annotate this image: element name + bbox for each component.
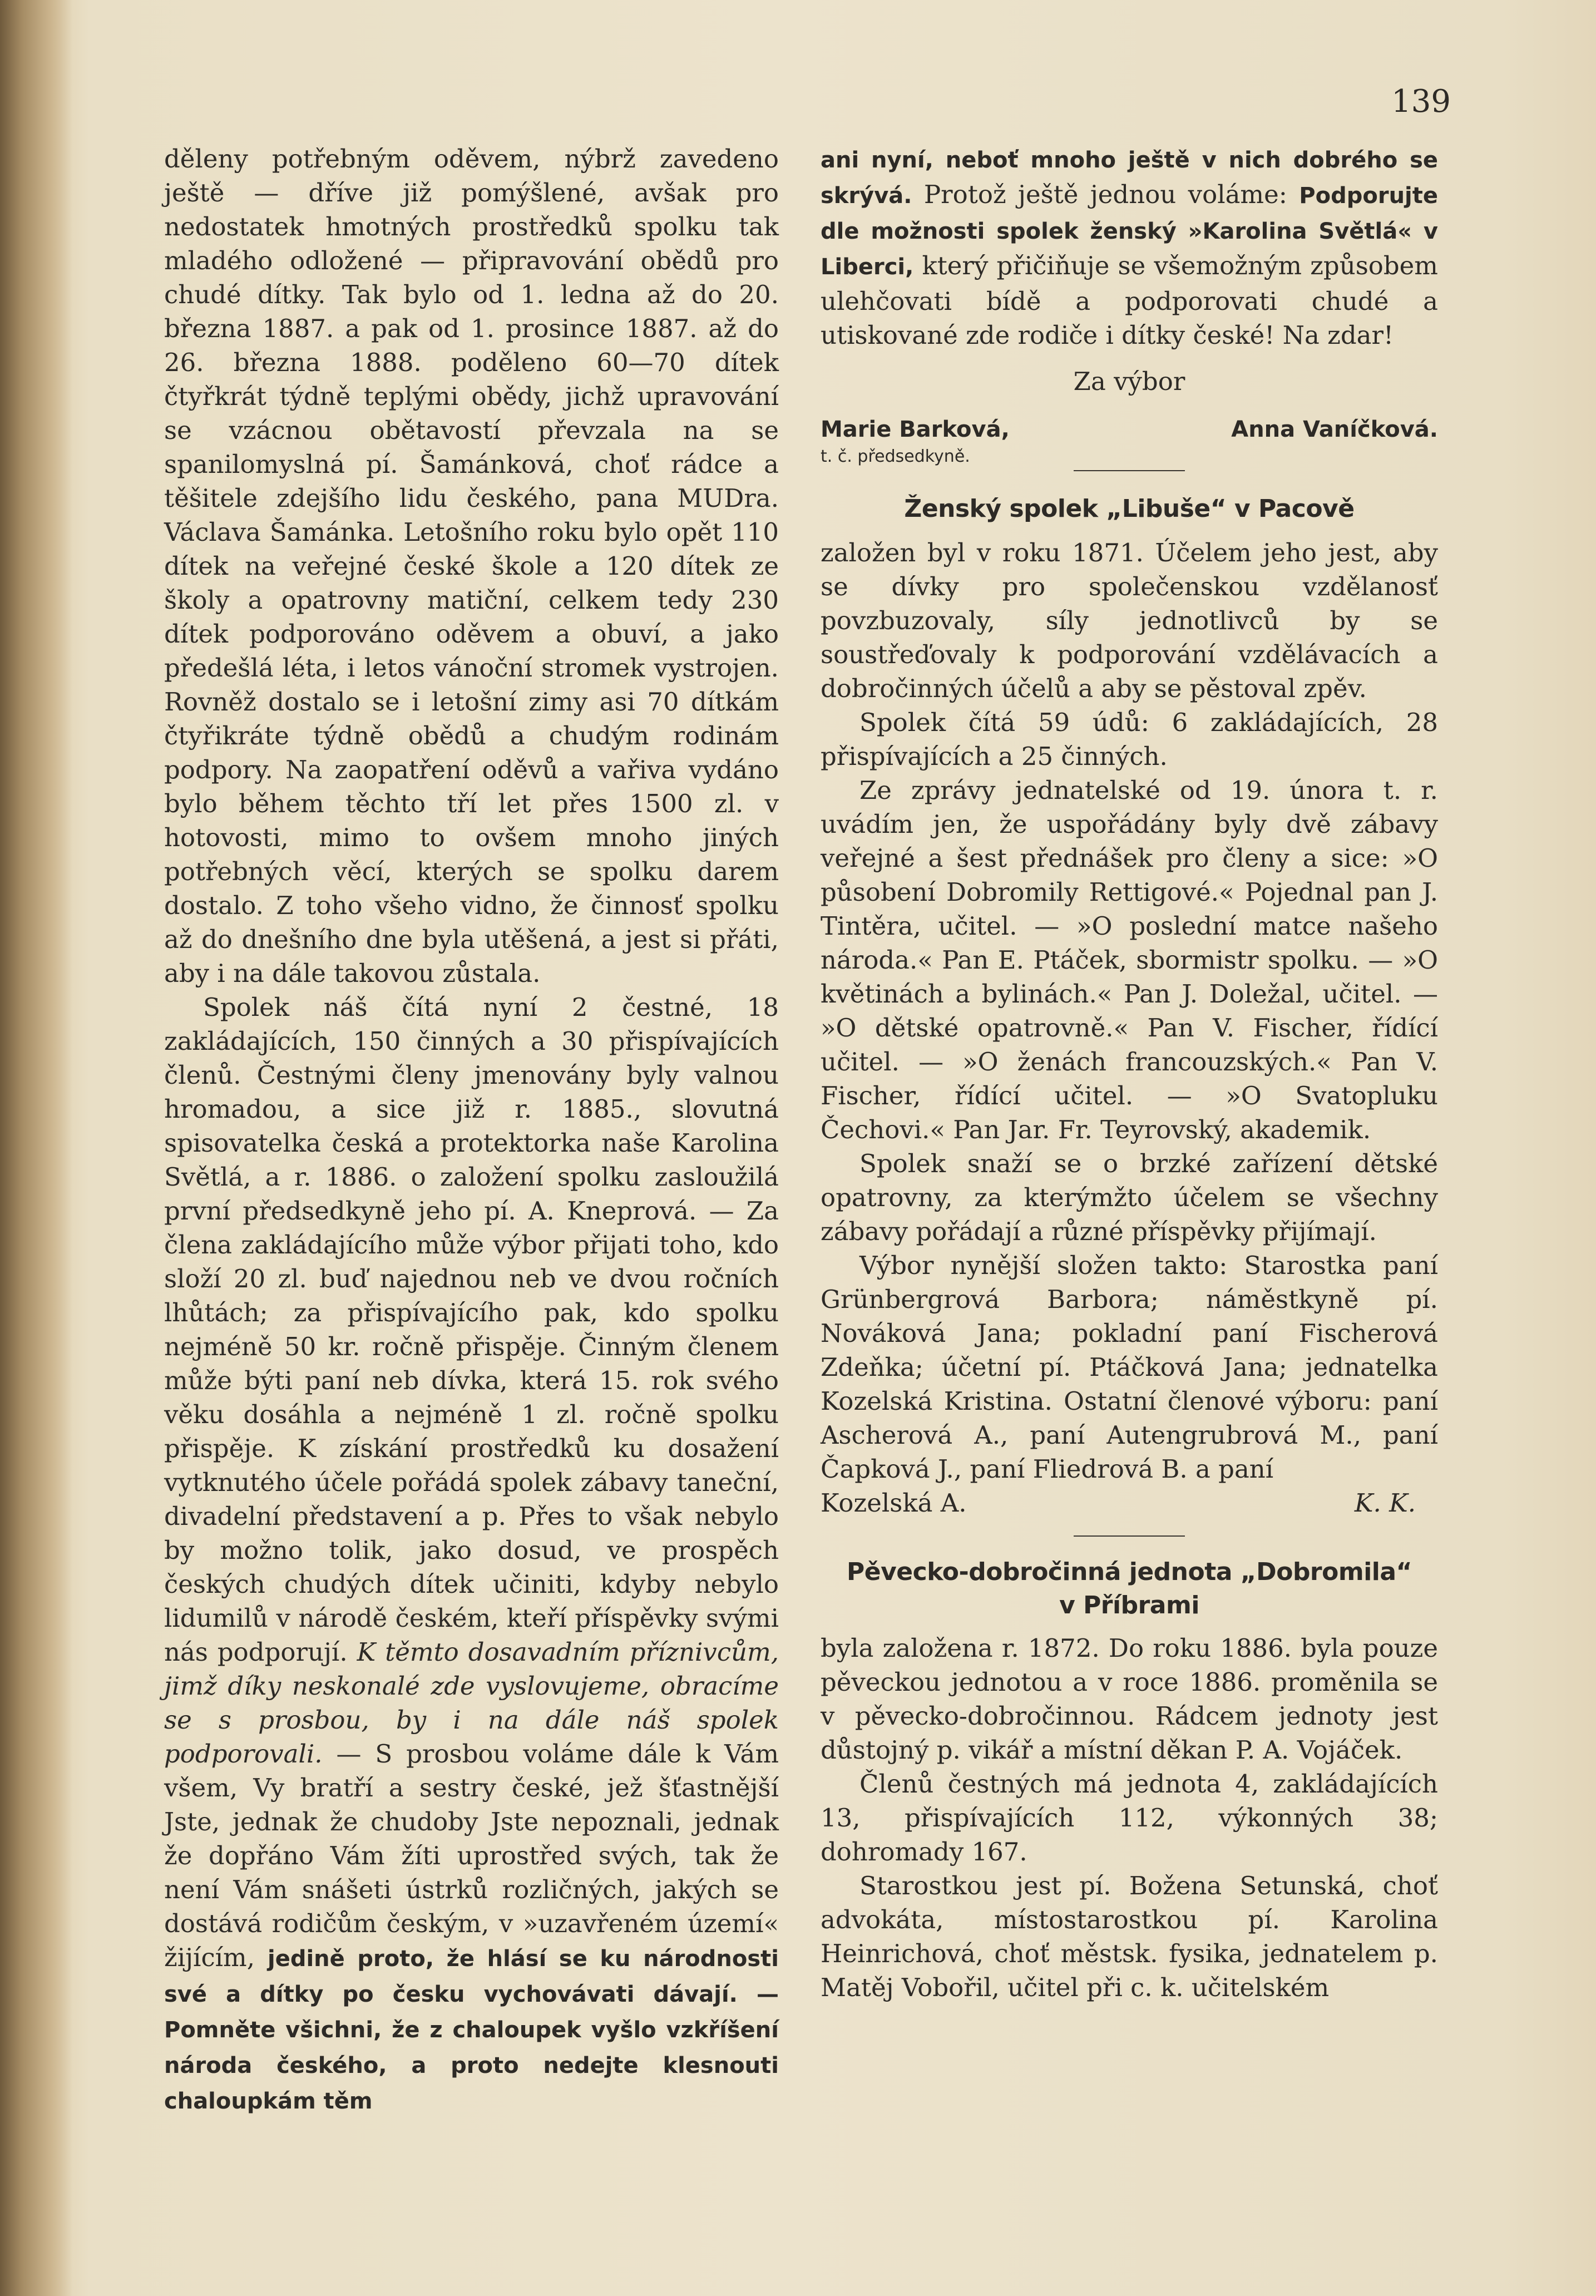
dobromila-paragraph-1: byla založena r. 1872. Do roku 1886. byla pouze pěveckou jednotou a v roce 1886. proměnila se v pěvecko-dobročinnou. Rádcem jednoty jest důstojný p. vikář a místní děkan P. A. Vojáček. <box>821 1633 1438 1765</box>
section-heading-dobromila <box>821 1556 1438 1622</box>
divider-1 <box>1074 470 1185 471</box>
dobromila-paragraph-3: Starostkou jest pí. Božena Setunská, choť advokáta, místostarostkou pí. Karolina Heinrichová, choť městsk. fysika, jednatelem p. Matěj Vobořil, učitel při c. k. učitelském <box>821 1871 1438 2002</box>
libuse-paragraph-3: Ze zprávy jednatelské od 19. února t. r. uvádím jen, že uspořádány byly dvě zábavy veřejné a šest přednášek pro členy a sice: »O působení Dobromily Rettigové.« Pojednal pan J. Tintěra, učitel. — »O poslední matce našeho národa.« Pan E. Ptáček, sbormistr spolku. — »O květinách a bylinách.« Pan J. Doležal, učitel. — »O dětské opatrovně.« Pan V. Fischer, řídící učitel. — »O ženách francouzských.« Pan V. Fischer, řídící učitel. — »O Svatopluku Čechovi.« Pan Jar. Fr. Teyrovský, akademik. <box>821 776 1438 1144</box>
signoff: Za výbor <box>1073 367 1185 396</box>
left-paragraph-2 <box>164 990 779 2119</box>
appeal-bold-1: ani nyní, neboť mnoho ještě v nich dobrého se skrývá. <box>821 147 1438 209</box>
right-column <box>821 142 1438 2004</box>
signatures <box>821 413 1438 447</box>
book-spine-shadow <box>0 0 72 2296</box>
libuse-paragraph-4: Spolek snaží se o brzké zařízení dětské opatrovny, za kterýmžto účelem se všechny zábavy pořádají a různé příspěvky přijímají. <box>821 1149 1438 1246</box>
signer-left-role: t. č. předsedkyně. <box>821 447 970 466</box>
author-initials: K. K. <box>1354 1488 1416 1518</box>
left-paragraph-1: děleny potřebným oděvem, nýbrž zavedeno ještě — dříve již pomýšlené, avšak pro nedostatek hmotných prostředků spolku tak mladého odložené — připravování obědů pro chudé dítky. Tak bylo od 1. ledna až do 20. března 1887. a pak od 1. prosince 1887. až do 26. března 1888. poděleno 60—70 dítek čtyřkrát týdně teplými obědy, jichž upravování se vzácnou obětavostí převzala na se spanilomyslná pí. Šamánková, choť rádce a těšitele zdejšího lidu českého, pana MUDra. Václava Šamánka. Letošního roku bylo opět 110 dítek na veřejné české škole a 120 dítek ze školy a opatrovny matiční, celkem tedy 230 dítek podporováno oděvem a obuví, a jako předešlá léta, i letos vánoční stromek vystrojen. Rovněž dostalo se i letošní zimy asi 70 dítkám čtyřikráte týdně obědů a chudým rodinám podpory. Na zaopatření oděvů a vařiva vydáno bylo během těchto tří let přes 1500 zl. v hotovosti, mimo to ovšem mnoho jiných potřebných věcí, kterých se spolku darem dostalo. Z toho všeho vidno, že činnosť spolku až do dnešního dne byla utěšená, a jest si přáti, aby i na dále takovou zůstala. <box>164 144 779 988</box>
dobromila-heading-line-1: Pěvecko-dobročinná jednota „Dobromila“ <box>847 1558 1412 1586</box>
libuse-paragraph-5-last: Kozelská A. <box>821 1488 967 1518</box>
libuse-paragraph-2: Spolek čítá 59 údů: 6 zakládajících, 28 přispívajících a 25 činných. <box>821 708 1438 771</box>
left-paragraph-2-bold: jedině proto, že hlásí se ku národnosti své a dítky po česku vychovávati dávají. — Pomněte všichni, že z chaloupek vyšlo vzkříšení národa českého, a proto nedejte klesnouti chaloupkám těm <box>164 1946 779 2114</box>
libuse-tail-row <box>821 1486 1438 1520</box>
signer-right: Anna Vaníčková. <box>1231 417 1438 442</box>
appeal-plain-2: který přičiňuje se všemožným způsobem ulehčovati bídě a podporovati chudé a utiskované zde rodiče i dítky české! Na zdar! <box>821 251 1438 350</box>
section-heading-libuse: Ženský spolek „Libuše“ v Pacově <box>904 495 1355 523</box>
dobromila-heading-line-2: v Příbrami <box>1059 1591 1199 1619</box>
left-paragraph-2-italic: K těmto dosavadním příznivcům, jimž díky neskonalé zde vyslovujeme, obracíme se s prosbou, by i na dále náš spolek podporovali. <box>164 1637 779 1769</box>
left-paragraph-2-text: Spolek náš čítá nyní 2 čestné, 18 zakládajících, 150 činných a 30 přispívajících členů. Čestnými členy jmenovány byly valnou hromadou, a sice již r. 1885., slovutná spisovatelka česká a protektorka naše Karolina Světlá, a r. 1886. o založení spolku zasloužilá první předsedkyně jeho pí. A. Kneprová. — Za člena zakládajícího může výbor přijati toho, kdo složí 20 zl. buď najednou neb ve dvou ročních lhůtách; za přispívajícího pak, kdo spolku nejméně 50 kr. ročně přispěje. Činným členem může býti paní neb dívka, která 15. rok svého věku dosáhla a nejméně 1 zl. ročně spolku přispěje. K získání prostředků ku dosažení vytknutého účele pořádá spolek zábavy taneční, divadelní představení a p. Přes to však nebylo by možno tolik, jako dosud, ve prospěch českých chudých dítek učiniti, kdyby nebylo lidumilů v národě českém, kteří příspěvky svými nás podporují. <box>164 993 779 1667</box>
dobromila-paragraph-2: Členů čestných má jednota 4, zakládajících 13, přispívajících 112, výkonných 38; dohromady 167. <box>821 1769 1438 1867</box>
appeal-continuation <box>821 142 1438 352</box>
page-number: 139 <box>1391 83 1451 120</box>
left-paragraph-2-plain: — S prosbou voláme dále k Vám všem, Vy bratří a sestry české, jež šťastnější Jste, jednak že chudoby Jste nepoznali, jednak že dopřáno Vám žíti uprostřed svých, tak že není Vám snášeti ústrků rozličných, jakých se dostává rodičům českým, v »uzavřeném území« žijícím, <box>164 1739 779 1972</box>
appeal-plain-1: Protož ještě jednou voláme: <box>923 180 1287 209</box>
appeal-bold-2: Podporujte dle možnosti spolek ženský »Karolina Světlá« v Liberci, <box>821 183 1439 280</box>
signer-left: Marie Barková, <box>821 417 1010 442</box>
libuse-paragraph-5: Výbor nynější složen takto: Starostka paní Grünbergrová Barbora; náměstkyně pí. Nováková Jana; pokladní paní Fischerová Zdeňka; účetní pí. Ptáčková Jana; jednatelka Kozelská Kristina. Ostatní členové výboru: paní Ascherová A., paní Autengrubrová M., paní Čapková J., paní Fliedrová B. a paní <box>821 1251 1438 1484</box>
libuse-paragraph-1: založen byl v roku 1871. Účelem jeho jest, aby se dívky pro společenskou vzdělanosť povzbuzovaly, síly jednotlivců by se soustřeďovaly k podporování vzdělávacích a dobročinných účelů a aby se pěstoval zpěv. <box>821 538 1438 703</box>
left-column <box>164 142 779 2119</box>
divider-2 <box>1074 1535 1185 1537</box>
